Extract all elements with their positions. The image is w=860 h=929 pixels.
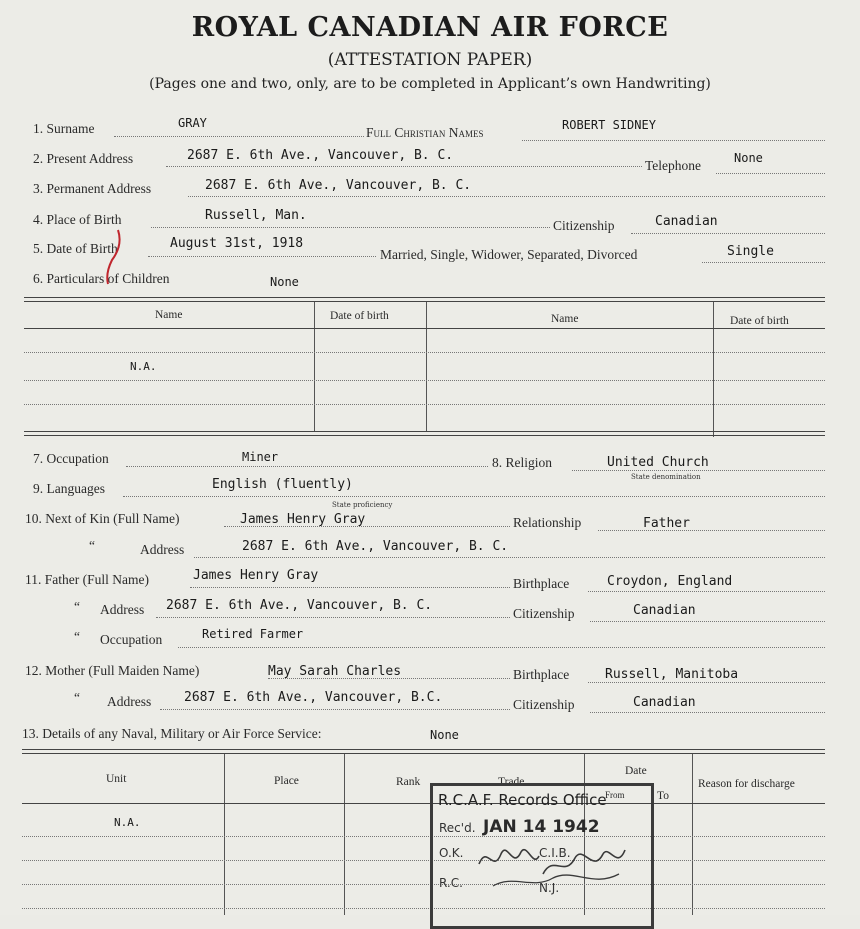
father-address-line <box>156 617 510 618</box>
service-table-divider <box>344 754 345 915</box>
kin-address-value: 2687 E. 6th Ave., Vancouver, B. C. <box>242 539 509 554</box>
children-label: 6. Particulars of Children <box>33 271 170 286</box>
kin-address-line <box>194 557 825 558</box>
mother-name-value: May Sarah Charles <box>268 664 402 679</box>
father-citizenship-label: Citizenship <box>513 606 575 621</box>
ditto-mark: “ <box>89 538 95 553</box>
citizenship-line <box>631 233 825 234</box>
father-citizenship-value: Canadian <box>633 603 696 618</box>
children-header-name: Name <box>155 309 183 321</box>
languages-line <box>123 496 825 497</box>
service-header-to: To <box>657 790 669 802</box>
father-address-value: 2687 E. 6th Ave., Vancouver, B. C. <box>166 598 433 613</box>
service-table-header-rule <box>22 803 825 804</box>
telephone-label: Telephone <box>645 158 702 173</box>
marital-status-line <box>702 262 825 263</box>
telephone-value: None <box>734 151 763 165</box>
occupation-line <box>126 466 488 467</box>
kin-address-label: Address <box>140 542 185 557</box>
christian-names-value: ROBERT SIDNEY <box>562 118 656 132</box>
place-of-birth-value: Russell, Man. <box>205 208 307 223</box>
service-header-from: From <box>605 790 625 800</box>
children-header-date-2: Date of birth <box>730 315 789 327</box>
children-header-date: Date of birth <box>330 310 389 322</box>
relationship-line <box>598 530 825 531</box>
father-birthplace-label: Birthplace <box>513 576 570 591</box>
permanent-address-label: 3. Permanent Address <box>33 181 152 196</box>
place-of-birth-label: 4. Place of Birth <box>33 212 122 227</box>
marital-status-value: Single <box>727 244 774 259</box>
father-name-label: 11. Father (Full Name) <box>25 572 149 587</box>
children-table-header-rule <box>24 328 825 329</box>
father-address-label: Address <box>100 602 145 617</box>
service-header-trade: Trade <box>498 776 525 788</box>
mother-name-label: 12. Mother (Full Maiden Name) <box>25 663 200 678</box>
languages-value: English (fluently) <box>212 477 353 492</box>
service-table-divider <box>692 754 693 915</box>
children-table-top-rule <box>24 297 825 302</box>
service-table-divider <box>224 754 225 915</box>
father-occupation-label: Occupation <box>100 632 163 647</box>
father-birthplace-value: Croydon, England <box>607 574 733 589</box>
records-office-stamp <box>430 783 654 929</box>
present-address-label: 2. Present Address <box>33 151 134 166</box>
children-table-divider <box>426 302 427 432</box>
next-of-kin-value: James Henry Gray <box>240 512 366 527</box>
ditto-mark: “ <box>74 629 80 644</box>
citizenship-label: Citizenship <box>553 218 615 233</box>
permanent-address-line <box>188 196 825 197</box>
surname-label: 1. Surname <box>33 121 95 136</box>
handwriting-note: (Pages one and two, only, are to be completed in Applicant’s own Handwriting) <box>149 76 711 92</box>
mother-citizenship-line <box>590 712 825 713</box>
permanent-address-value: 2687 E. 6th Ave., Vancouver, B. C. <box>205 178 472 193</box>
service-table-top-rule <box>22 749 825 754</box>
stamp-rc-label: R.C. <box>439 876 463 890</box>
service-header-rank: Rank <box>396 776 421 788</box>
date-of-birth-label: 5. Date of Birth <box>33 241 118 256</box>
relationship-label: Relationship <box>513 515 582 530</box>
telephone-line <box>716 173 825 174</box>
stamp-ok-label: O.K. <box>439 846 464 860</box>
father-name-value: James Henry Gray <box>193 568 319 583</box>
mother-birthplace-label: Birthplace <box>513 667 570 682</box>
father-birthplace-line <box>588 591 825 592</box>
date-of-birth-value: August 31st, 1918 <box>170 236 304 251</box>
stamp-title: R.C.A.F. Records Office <box>438 791 607 809</box>
red-check-mark <box>100 228 126 286</box>
mother-address-label: Address <box>107 694 152 709</box>
stamp-cib-label: C.I.B. <box>539 846 571 860</box>
children-value: None <box>270 275 299 289</box>
mother-birthplace-value: Russell, Manitoba <box>605 667 739 682</box>
service-table-row-line <box>22 860 825 861</box>
languages-note: State proficiency <box>332 501 393 509</box>
religion-label: 8. Religion <box>492 455 552 470</box>
service-table-row-line <box>22 836 825 837</box>
ditto-mark: “ <box>74 599 80 614</box>
service-header-unit: Unit <box>106 773 127 785</box>
mother-address-line <box>160 709 510 710</box>
service-header-reason: Reason for discharge <box>698 778 795 790</box>
father-occupation-line <box>178 647 825 648</box>
service-header-date: Date <box>625 765 647 777</box>
children-table-row-line <box>24 380 825 381</box>
relationship-value: Father <box>643 516 690 531</box>
children-table-bottom-rule <box>24 431 825 436</box>
religion-value: United Church <box>607 455 709 470</box>
surname-line <box>114 136 364 137</box>
occupation-label: 7. Occupation <box>33 451 109 466</box>
children-table-row-line <box>24 352 825 353</box>
father-occupation-value: Retired Farmer <box>202 627 304 641</box>
page-title: ROYAL CANADIAN AIR FORCE <box>191 12 669 43</box>
occupation-value: Miner <box>242 450 279 464</box>
page-subtitle: (ATTESTATION PAPER) <box>327 50 533 70</box>
ditto-mark: “ <box>74 690 80 705</box>
father-citizenship-line <box>590 621 825 622</box>
present-address-value: 2687 E. 6th Ave., Vancouver, B. C. <box>187 148 454 163</box>
service-table-row-line <box>22 908 825 909</box>
father-name-line <box>190 587 510 588</box>
service-label: 13. Details of any Naval, Military or Air Force Service: <box>22 726 322 741</box>
present-address-line <box>166 166 642 167</box>
children-table-divider <box>314 302 315 432</box>
place-of-birth-line <box>151 227 550 228</box>
date-of-birth-line <box>148 256 376 257</box>
citizenship-value: Canadian <box>655 214 718 229</box>
stamp-nj-label: N.J. <box>539 881 560 895</box>
christian-names-label: Full Christian Names <box>366 125 484 140</box>
religion-line <box>572 470 825 471</box>
service-table-entry: N.A. <box>114 816 141 829</box>
christian-names-line <box>522 140 825 141</box>
languages-label: 9. Languages <box>33 481 105 496</box>
children-table-row-line <box>24 404 825 405</box>
stamp-recd-label: Rec'd. <box>439 821 476 835</box>
children-table-entry: N.A. <box>130 360 157 373</box>
marital-status-label: Married, Single, Widower, Separated, Divorced <box>380 247 638 262</box>
next-of-kin-label: 10. Next of Kin (Full Name) <box>25 511 180 526</box>
stamp-signature-scribble <box>473 834 643 894</box>
service-table-row-line <box>22 884 825 885</box>
service-value: None <box>430 728 459 742</box>
mother-citizenship-value: Canadian <box>633 695 696 710</box>
surname-value: GRAY <box>178 116 207 130</box>
mother-birthplace-line <box>588 682 825 683</box>
religion-note: State denomination <box>631 473 701 481</box>
children-header-name-2: Name <box>551 313 579 325</box>
stamp-date: JAN 14 1942 <box>483 817 600 837</box>
service-header-place: Place <box>274 775 299 787</box>
mother-address-value: 2687 E. 6th Ave., Vancouver, B.C. <box>184 690 443 705</box>
children-table-divider <box>713 302 714 437</box>
mother-citizenship-label: Citizenship <box>513 697 575 712</box>
